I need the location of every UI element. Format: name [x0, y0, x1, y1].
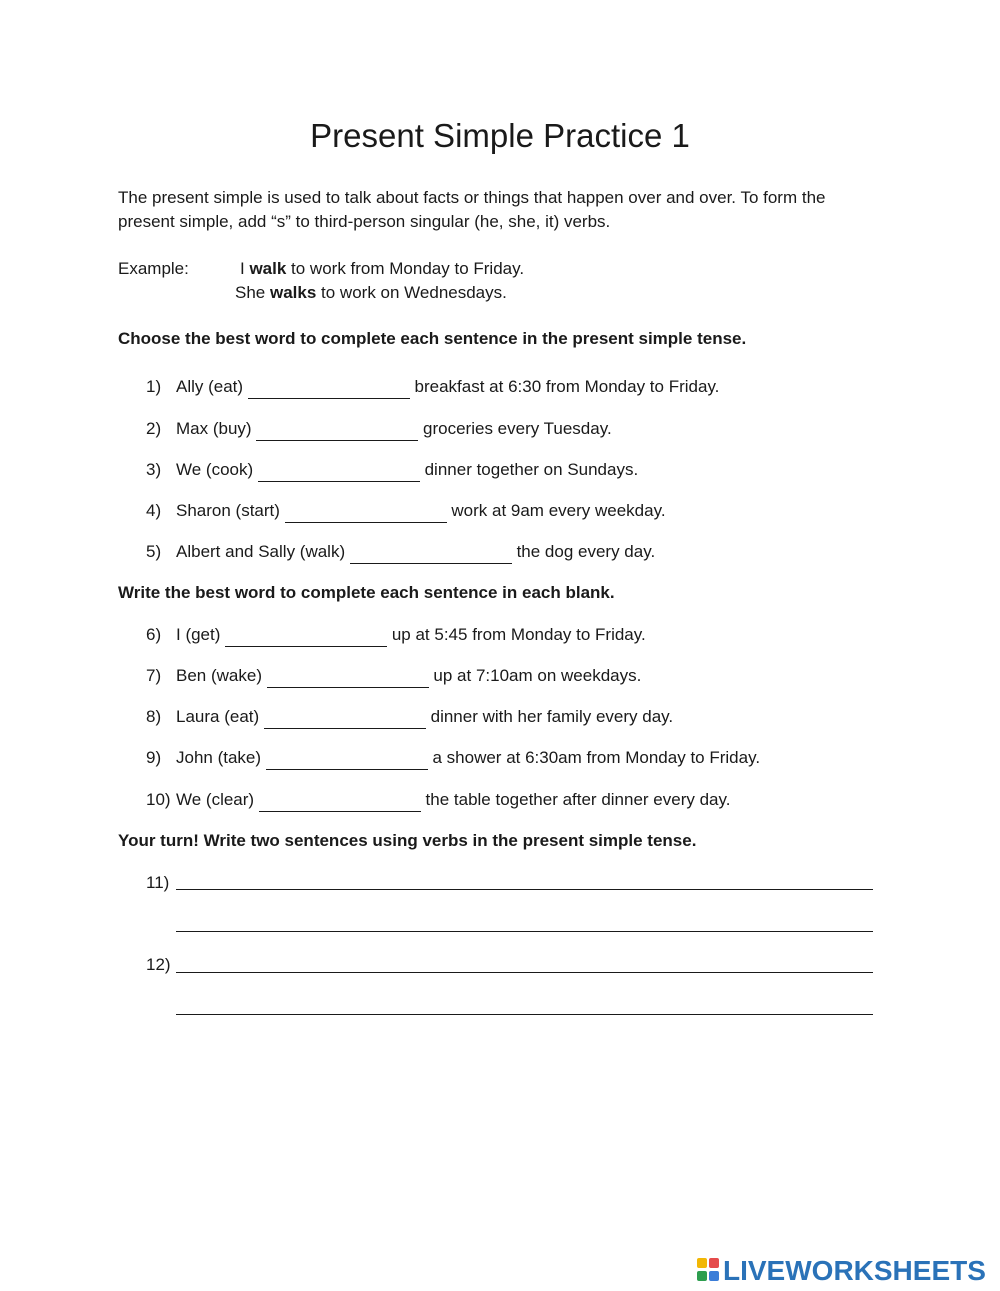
- question-number: 6): [146, 625, 162, 644]
- question-rest: up at 5:45 from Monday to Friday.: [387, 625, 646, 644]
- answer-blank-10[interactable]: [259, 793, 421, 812]
- answer-blank-4[interactable]: [285, 504, 447, 523]
- question-rest: work at 9am every weekday.: [446, 501, 666, 520]
- logo-block: [709, 1271, 719, 1281]
- question-number: 4): [146, 501, 162, 520]
- question-number: 10): [146, 790, 171, 809]
- example-line-2: [235, 281, 507, 305]
- question-prompt: Max (buy): [176, 419, 257, 438]
- question-prompt: Sharon (start): [176, 501, 285, 520]
- answer-line-11a[interactable]: [176, 872, 873, 890]
- section-2-instruction: Write the best word to complete each sentence in each blank.: [118, 583, 615, 602]
- answer-line-11b[interactable]: [176, 914, 873, 932]
- question-number: 2): [146, 419, 162, 438]
- intro-paragraph: [118, 186, 878, 234]
- logo-block: [697, 1258, 707, 1268]
- intro-line-1: The present simple is used to talk about facts or things that happen over and over. To form the: [118, 188, 826, 207]
- intro-line-2: present simple, add “s” to third-person singular (he, she, it) verbs.: [118, 212, 611, 231]
- question-rest: breakfast at 6:30 from Monday to Friday.: [409, 377, 720, 396]
- question-number: 7): [146, 666, 162, 685]
- section-1-instruction: Choose the best word to complete each sentence in the present simple tense.: [118, 329, 747, 348]
- question-number: 1): [146, 377, 162, 396]
- example-2-post: to work on Wednesdays.: [316, 283, 507, 302]
- question-number: 9): [146, 748, 162, 767]
- example-1-pre: I: [240, 259, 250, 278]
- answer-blank-3[interactable]: [258, 463, 420, 482]
- section-3-instruction: Your turn! Write two sentences using verbs in the present simple tense.: [118, 831, 697, 850]
- question-prompt: We (cook): [176, 460, 258, 479]
- page-title: Present Simple Practice 1: [310, 117, 690, 154]
- logo-text: LIVEWORKSHEETS: [723, 1255, 986, 1286]
- logo-block: [709, 1258, 719, 1268]
- question-prompt: Ally (eat): [176, 377, 248, 396]
- question-rest: the dog every day.: [511, 542, 656, 561]
- question-prompt: John (take): [176, 748, 266, 767]
- question-rest: dinner with her family every day.: [425, 707, 674, 726]
- question-prompt: We (clear): [176, 790, 259, 809]
- question-12-number: 12): [146, 955, 171, 974]
- question-number: 3): [146, 460, 162, 479]
- answer-blank-2[interactable]: [256, 422, 418, 441]
- example-line-1: [240, 257, 524, 281]
- answer-line-12b[interactable]: [176, 997, 873, 1015]
- logo-block: [697, 1271, 707, 1281]
- example-1-verb: walk: [249, 259, 287, 278]
- answer-line-12a[interactable]: [176, 955, 873, 973]
- question-rest: dinner together on Sundays.: [419, 460, 639, 479]
- question-11-number: 11): [146, 873, 170, 892]
- example-2-pre: She: [235, 283, 270, 302]
- answer-blank-1[interactable]: [248, 380, 410, 399]
- question-prompt: Albert and Sally (walk): [176, 542, 350, 561]
- example-2-verb: walks: [269, 283, 317, 302]
- question-prompt: I (get): [176, 625, 226, 644]
- question-number: 5): [146, 542, 162, 561]
- logo-blocks-icon: [697, 1258, 721, 1282]
- question-rest: up at 7:10am on weekdays.: [428, 666, 642, 685]
- answer-blank-8[interactable]: [264, 710, 426, 729]
- answer-blank-7[interactable]: [267, 669, 429, 688]
- answer-blank-6[interactable]: [225, 628, 387, 647]
- question-rest: groceries every Tuesday.: [418, 419, 612, 438]
- answer-blank-9[interactable]: [266, 751, 428, 770]
- question-prompt: Ben (wake): [176, 666, 267, 685]
- question-number: 8): [146, 707, 162, 726]
- question-rest: a shower at 6:30am from Monday to Friday.: [427, 748, 761, 767]
- question-rest: the table together after dinner every day.: [420, 790, 731, 809]
- example-1-post: to work from Monday to Friday.: [286, 259, 525, 278]
- answer-blank-5[interactable]: [350, 545, 512, 564]
- question-prompt: Laura (eat): [176, 707, 264, 726]
- example-label: Example:: [118, 259, 189, 278]
